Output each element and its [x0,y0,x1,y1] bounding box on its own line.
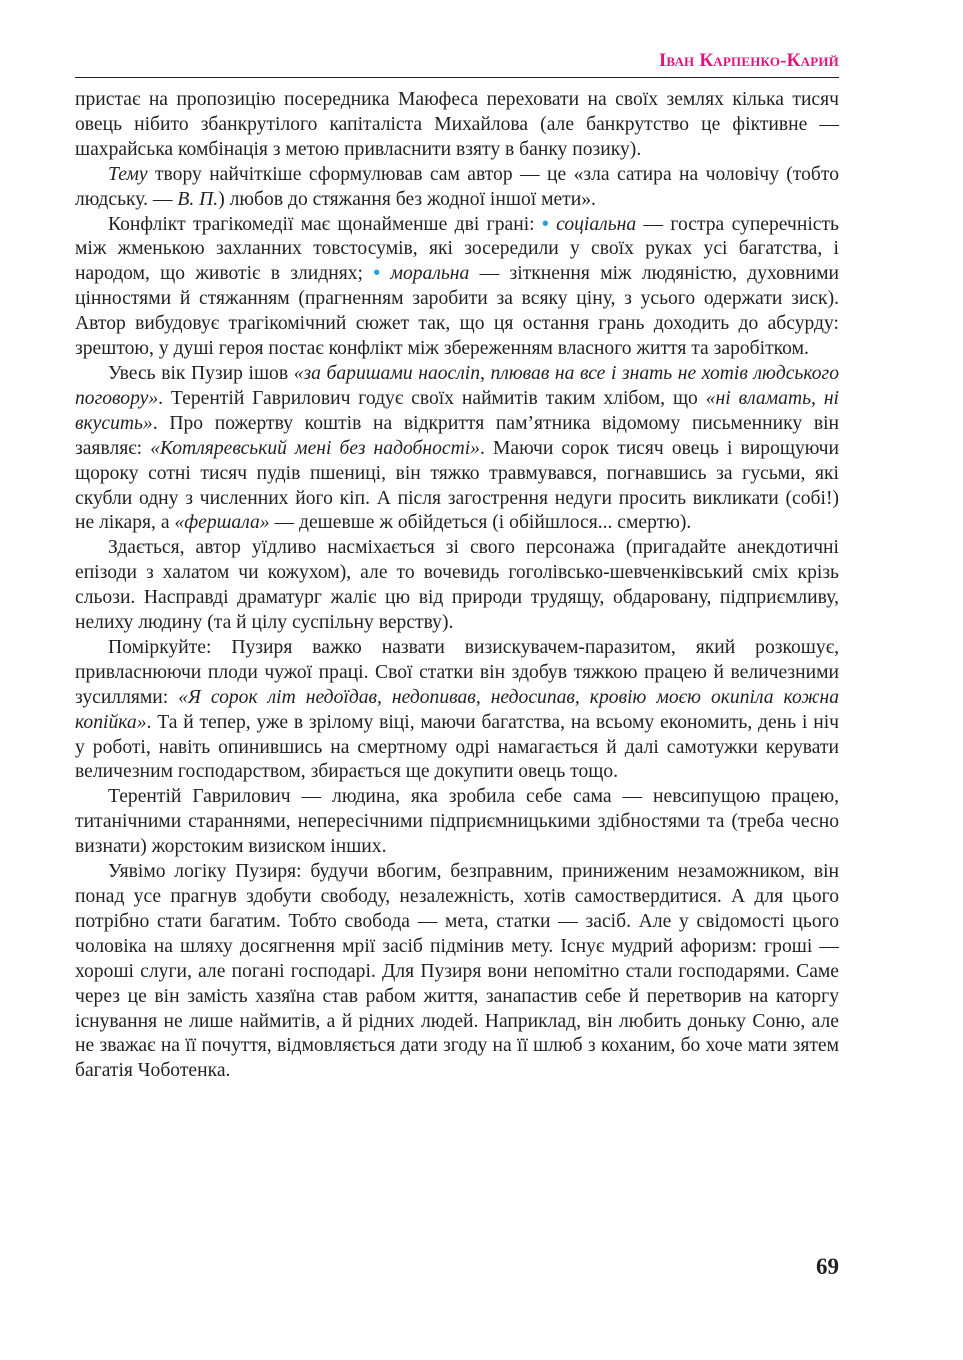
text-run: Поміркуйте: Пузиря важко назвати визискувачем-паразитом, який розкошує, привласнюючи плоди чужої праці. Свої статки він здобув тяжкою працею й величезними зусиллями: [75,636,839,708]
text-run: . Про пожертву коштів на відкриття пам’ятника відомому письменнику він заявляє: [75,412,839,459]
bullet-icon: • [541,213,549,235]
quote: «Я сорок літ недоїдав, недопивав, недосипав, кровію моєю окипіла кожна копійка» [75,686,839,733]
text-run: — гостра суперечність між жменькою захланних товстосумів, які зосередили у своїх руках усі багатства, і народом, що животіє в злиднях; [75,213,839,285]
running-head-title: Іван Карпенко-Карий [658,50,839,71]
quote: «Котляревський мені без надобності» [150,437,480,459]
bullet-icon: • [373,263,381,285]
paragraph-3 [75,213,839,362]
paragraph-5: Здається, автор уїдливо насміхається зі свого персонажа (пригадайте анекдотичні епізоди з халатом чи кожухом), але то вочевидь гоголівсько-шевченківський сміх крізь сльози. Насправді драматург жаліє цю від природи трудящу, обдаровану, підприємливу, нелиху людину (та й цілу суспільну верству). [75,537,839,634]
text-run: Увесь вік Пузир ішов [108,362,294,384]
paragraph-1: пристає на пропозицію посередника Маюфеса переховати на своїх землях кілька тисяч овець нібито збанкрутілого капіталіста Михайлова (але банкрутство це фіктивне — шахрайська комбінація з метою привласнити взяту в банку позику). [75,89,839,160]
page-number: 69 [816,1254,839,1279]
emphasis: соціальна [548,213,637,235]
quote: «за баришами наосліп, плював на все і знать не хотів людського поговору» [75,362,840,409]
quote: «ні вламать, ні вкусить» [75,387,839,434]
text-run: — дешевше ж обійдеться (і обійшлося... смертю). [269,512,692,534]
emphasis: моральна [380,263,470,285]
text-run: . Терентій Гаврилович годує своїх наймитів таким хлібом, що [158,387,706,409]
emphasis: В. П. [177,188,219,210]
text-run: твору найчіткіше сформулював сам автор — це «зла сатира на чоловічу (тобто людську. — [75,163,839,210]
paragraph-2 [75,163,839,213]
body-text [75,88,839,1084]
paragraph-8: Уявімо логіку Пузиря: будучи вбогим, безправним, приниженим незаможником, він понад усе прагнув здобути свободу, незалежність, хотів самоствердитися. А для цього потрібно стати багатим. Тобто свобода — мета, статки — засіб. Але у свідомості цього чоловіка на шляху досягнення мрії засіб підмінив мету. Існує мудрий афоризм: гроші — хороші слуги, але погані господарі. Для Пузиря вони непомітно стали господарями. Саме через це він замість хазяїна став рабом життя, занапастив себе й перетворив на каторгу існування не лише наймитів, а й рідних людей. Наприклад, він любить доньку Соню, але не зважає на її почуття, відмовляється дати згоду на її шлюб з коханим, бо хоче мати зятем багатія Чоботенка. [75,861,839,1082]
paragraph-7: Терентій Гаврилович — людина, яка зробила себе сама — невсипущою працею, титанічними стараннями, непересічними підприємницькими здібностями та (треба чесно визнати) жорстоким визиском інших. [75,786,839,858]
text-run: ) любов до стяжання без жодної іншої мети». [218,188,596,210]
quote: «фершала» [174,512,270,534]
paragraph-6 [75,636,839,785]
text-run: . Та й тепер, уже в зрілому віці, маючи багатства, на всьому економить, день і ніч у роботі, навіть опинившись на смертному одрі намагається й далі самотужки керувати величезним господарством, збирається ще докупити овець тощо. [75,711,839,783]
text-run: — зіткнення між людяністю, духовними цінностями й стяжанням (прагненням заробити за всяку ціну, з усього одержати зиск). Автор вибудовує трагікомічний сюжет так, що ця остання грань доходить до абсурду: зрештою, у душі героя постає конфлікт між збереженням власного життя та заробітком. [75,263,840,360]
text-run: Конфлікт трагікомедії має щонайменше дві грані: [108,213,542,235]
text-run: . Маючи сорок тисяч овець і вирощуючи щороку сотні тисяч пудів пшениці, він тяжко травмувався, погнавшись за гусьми, які скубли одну з численних його кіп. А після загострення недуги просить викликати (собі!) не лікаря, а [75,437,839,534]
paragraph-4 [75,362,839,536]
header-rule [75,77,839,78]
emphasis: Тему [108,163,148,185]
